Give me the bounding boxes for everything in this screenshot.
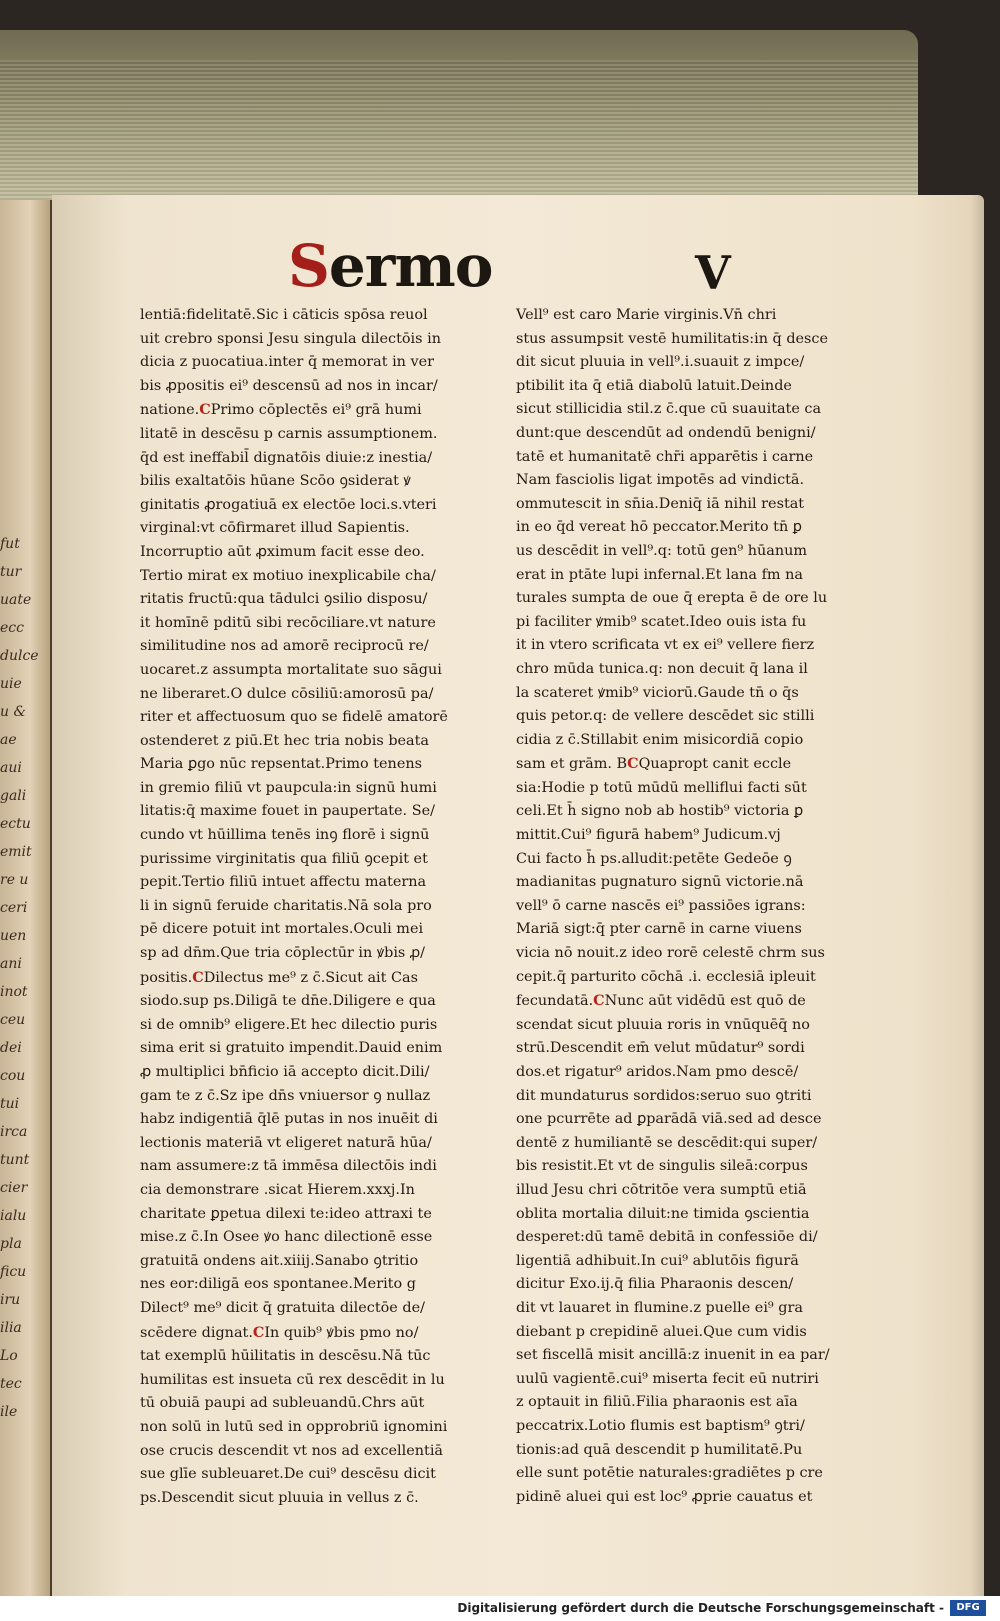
rubric-mark: C [627, 755, 639, 773]
text-line [140, 1463, 500, 1487]
left-page-snippet: dulce [0, 648, 39, 664]
line-text: similitudine nos ad amorē reciprocū re/ [140, 638, 429, 655]
text-line [516, 848, 880, 872]
text-line [140, 659, 500, 683]
left-page-snippet: inot [0, 984, 28, 1000]
line-text: elle sunt potētie naturales:gradiētes p cre [516, 1465, 823, 1482]
line-text: ꝓ multiplici bn̄ficio iā accepto dicit.Dili/ [140, 1064, 430, 1080]
line-text: Cui facto h̄ ps.alludit:petēte Gedeōe ꝯ [516, 850, 792, 867]
line-text: cepit.q̄ parturito cōchā .i. ecclesiā ipleuit [516, 968, 816, 985]
text-line [516, 1273, 880, 1297]
line-text: cia demonstrare .sicat Hierem.xxxj.In [140, 1181, 415, 1198]
line-text: si de omnib⁹ eligere.Et hec dilectio puris [140, 1016, 438, 1033]
line-text: bis ꝓpositis ei⁹ descensū ad nos in incar/ [140, 377, 438, 394]
text-line [140, 1273, 500, 1297]
text-line [140, 1037, 500, 1061]
text-line [516, 824, 880, 848]
text-line [516, 351, 880, 375]
line-text: uocaret.z assumpta mortalitate suo sāgui [140, 661, 442, 678]
line-text: uulū vagientē.cui⁹ miserta fecit eū nutriri [516, 1370, 819, 1387]
left-page-snippet: ani [0, 956, 22, 972]
text-line [516, 1226, 880, 1250]
left-page-snippet: dei [0, 1040, 22, 1056]
text-line [140, 612, 500, 636]
right-text-column [516, 304, 880, 1505]
text-line [516, 1108, 880, 1132]
text-line [516, 895, 880, 919]
line-text: z optauit in filiū.Filia pharaonis est aīa [516, 1394, 798, 1411]
line-text: sp ad dn̄m.Que tria cōplectūr in ꝟbis ꝓ/ [140, 945, 426, 962]
line-text: sue glīe subleuaret.De cui⁹ descēsu dicit [140, 1466, 436, 1483]
line-text-after: Nunc aūt vidēdū est quō de [604, 993, 806, 1010]
line-text: litatis:q̄ maxime fouet in paupertate. Se/ [140, 803, 435, 820]
line-text: sia:Hodie p totū mūdū melliflui facti sūt [516, 779, 807, 796]
left-page-snippet: fut [0, 536, 20, 552]
left-page-snippet: u & [0, 704, 26, 720]
line-text: desperet:dū tamē debitā in confessiōe di/ [516, 1229, 818, 1246]
text-line [516, 1250, 880, 1274]
left-page-fragment [0, 200, 53, 1596]
line-text: lentiā:fidelitatē.Sic i cāticis spōsa reuol [140, 307, 428, 323]
line-text: pepit.Tertio filiū intuet affectu materna [140, 874, 427, 891]
line-text: dentē z humiliantē se descēdit:qui super/ [516, 1134, 818, 1151]
line-text: pidinē aluei qui est loc⁹ ꝓprie cauatus et [516, 1488, 813, 1505]
text-line [516, 871, 880, 895]
line-text: charitate ꝑpetua dilexi te:ideo attraxi te [140, 1205, 432, 1222]
left-page-snippet: re u [0, 872, 29, 888]
line-text: ritatis fructū:qua tādulci ꝯsilio disposu/ [140, 591, 428, 608]
text-line [140, 1487, 500, 1511]
text-line [140, 895, 500, 919]
text-line [140, 1345, 500, 1369]
line-text: one pcurrēte ad ꝑparādā viā.sed ad desce [516, 1111, 822, 1128]
line-text: gratuitā ondens ait.xiiij.Sanabo ꝯtritio [140, 1252, 419, 1269]
line-text: vicia nō nouit.z ideo rorē celestē chrm sus [516, 945, 825, 962]
rubric-mark: C [593, 992, 605, 1010]
line-text: bilis exaltatōis hūane Scōo ꝯsiderat ꝟ [140, 473, 411, 490]
text-line [516, 304, 880, 328]
line-text: ne liberaret.O dulce cōsiliū:amorosū pa/ [140, 685, 434, 702]
text-line [516, 966, 880, 990]
line-text-after: In quib⁹ ꝟbis pmo no/ [264, 1324, 419, 1341]
text-line [516, 469, 880, 493]
left-page-snippet: emit [0, 844, 32, 860]
text-line [140, 990, 500, 1014]
text-line [516, 1155, 880, 1179]
text-line [140, 800, 500, 824]
left-text-column [140, 304, 500, 1506]
text-line [516, 1344, 880, 1368]
line-text: chro mūda tunica.q: non decuit q̄ lana il [516, 660, 808, 677]
line-text: madianitas pugnaturo signū victorie.nā [516, 874, 804, 891]
line-text: bis resistit.Et vt de singulis sileā:corpus [516, 1158, 808, 1175]
text-line [140, 1369, 500, 1393]
line-text-after: Primo cōplectēs ei⁹ grā humi [210, 402, 422, 419]
line-text: cidia z c̄.Stillabit enim misicordiā copio [516, 731, 804, 748]
left-page-snippet: tec [0, 1376, 22, 1392]
line-text: dit sicut pluuia in vell⁹.i.suauit z impce/ [516, 354, 805, 371]
line-text: ostenderet z piū.Et hec tria nobis beata [140, 732, 429, 749]
line-text: Mariā sigt:q̄ pter carnē in carne viuens [516, 921, 802, 938]
line-text: positis. [140, 969, 193, 986]
left-page-snippet: gali [0, 788, 27, 804]
digitization-footer [0, 1596, 1000, 1621]
line-text: Nam fasciolis ligat impotēs ad vindictā. [516, 472, 805, 489]
line-text: riter et affectuosum quo se fidelē amatorē [140, 709, 448, 726]
text-line [140, 918, 500, 942]
text-line [516, 1462, 880, 1486]
line-text: Vell⁹ est caro Marie virginis.Vn̄ chri [516, 307, 777, 323]
text-line [516, 1439, 880, 1463]
line-text: dunt:que descendūt ad ondendū benigni/ [516, 424, 816, 441]
text-line [516, 1014, 880, 1038]
line-text: nam assumere:z tā immēsa dilectōis indi [140, 1158, 437, 1175]
text-line [516, 587, 880, 611]
text-line [140, 1440, 500, 1464]
line-text-after: Quapropt canit eccle [638, 756, 792, 773]
text-line [516, 1132, 880, 1156]
text-line [140, 706, 500, 730]
rubric-mark: C [252, 1323, 265, 1341]
line-text: set fiscellā misit ancillā:z inuenit in ea par/ [516, 1347, 830, 1364]
line-text: fecundatā. [516, 993, 594, 1010]
text-line [140, 1132, 500, 1156]
left-page-snippet: tur [0, 564, 22, 580]
left-page-snippet: uate [0, 592, 32, 608]
left-page-snippet: aui [0, 760, 22, 776]
text-line [516, 989, 880, 1014]
line-text: diebant p crepidinē aluei.Que cum vidis [516, 1323, 807, 1340]
text-line [140, 966, 500, 991]
text-line [516, 1061, 880, 1085]
line-text: uit crebro sponsi Jesu singula dilectōis in [140, 330, 441, 347]
line-text: celi.Et h̄ signo nob ab hostib⁹ victoria ꝑ [516, 803, 804, 820]
line-text: Maria ꝑgo nūc repsentat.Primo tenens [140, 756, 422, 773]
left-page-snippet: iru [0, 1292, 21, 1308]
line-text: gam te z c̄.Sz ipe dn̄s vniuersor ꝯ nullaz [140, 1087, 431, 1104]
left-page-text [0, 530, 44, 1426]
left-page-snippet: pla [0, 1236, 22, 1252]
text-line [140, 447, 500, 471]
text-line [140, 470, 500, 494]
text-line [516, 516, 880, 540]
line-text: tū obuiā paupi ad subleuandū.Chrs aūt [140, 1395, 425, 1412]
text-line [140, 1416, 500, 1440]
dfg-logo: DFG [950, 1600, 986, 1616]
text-line [516, 752, 880, 777]
rubric-mark: C [199, 401, 211, 419]
line-text: in eo q̄d vereat hō peccator.Merito tn̄ ꝑ [516, 519, 802, 536]
left-page-snippet: ceri [0, 900, 28, 916]
line-text: ps.Descendit sicut pluuia in vellus z c̄. [140, 1489, 419, 1506]
text-line [516, 540, 880, 564]
text-line [140, 730, 500, 754]
rubric-mark: C [192, 968, 204, 986]
text-line [516, 375, 880, 399]
text-line [140, 777, 500, 801]
left-page-snippet: cou [0, 1068, 26, 1084]
text-line [140, 1203, 500, 1227]
line-text: in gremio filiū vt paupcula:in signū humi [140, 779, 437, 796]
left-page-snippet: ecc [0, 620, 24, 636]
folio-number: V [695, 246, 731, 300]
left-page-snippet: uie [0, 676, 22, 692]
line-text: stus assumpsit vestē humilitatis:in q̄ desce [516, 330, 829, 347]
text-line [516, 777, 880, 801]
text-line [140, 588, 500, 612]
line-text: Tertio mirat ex motiuo inexplicabile cha/ [140, 567, 436, 584]
text-line [516, 1368, 880, 1392]
text-line [516, 398, 880, 422]
text-line [140, 824, 500, 848]
text-line [140, 351, 500, 375]
text-line [140, 494, 500, 518]
text-line [140, 398, 500, 423]
line-text: strū.Descendit em̄ velut mūdatur⁹ sordi [516, 1040, 805, 1057]
text-line [516, 918, 880, 942]
text-line [140, 871, 500, 895]
text-line [516, 729, 880, 753]
line-text: tatē et humanitatē chr̄i apparētis i carne [516, 448, 814, 465]
text-line [140, 517, 500, 541]
left-page-snippet: ae [0, 732, 17, 748]
text-line [140, 1155, 500, 1179]
text-line [140, 1250, 500, 1274]
line-text: vell⁹ ō carne nascēs ei⁹ passiōes igrans: [516, 897, 806, 914]
line-text: Dilect⁹ me⁹ dicit q̄ gratuita dilectōe de/ [140, 1299, 425, 1316]
text-line [140, 423, 500, 447]
line-text: q̄d est ineffabil̄ dignatōis diuie:z inestia/ [140, 449, 433, 466]
left-page-snippet: ectu [0, 816, 31, 832]
line-text: cundo vt hūillima tenēs inꝯ florē i signū [140, 827, 430, 844]
line-text: pē dicere potuit int mortales.Oculi mei [140, 921, 424, 938]
text-line [516, 1203, 880, 1227]
left-page-snippet: tunt [0, 1152, 30, 1168]
line-text: it homīnē pditū sibi recōciliare.vt nature [140, 614, 436, 631]
left-page-snippet: ilia [0, 1320, 22, 1336]
line-text: ose crucis descendit vt nos ad excellentiā [140, 1442, 444, 1459]
text-line [516, 1297, 880, 1321]
text-line [516, 800, 880, 824]
text-line [516, 422, 880, 446]
line-text: sima erit si gratuito impendit.Dauid enim [140, 1040, 443, 1057]
text-line [516, 942, 880, 966]
line-text: scēdere dignat. [140, 1324, 253, 1341]
text-line [140, 1061, 500, 1085]
left-page-snippet: ceu [0, 1012, 26, 1028]
line-text: ommutescit in sn̄ia.Deniq̄ iā nihil restat [516, 495, 805, 512]
text-line [140, 375, 500, 399]
text-line [516, 611, 880, 635]
line-text: mise.z c̄.In Osee ꝟo hanc dilectionē esse [140, 1229, 433, 1246]
text-line [140, 1085, 500, 1109]
line-text: pi faciliter ꝟmib⁹ scatet.Ideo ouis ista fu [516, 613, 807, 630]
line-text: purissime virginitatis qua filiū ꝯcepit et [140, 850, 428, 867]
text-line [140, 1108, 500, 1132]
text-line [516, 1321, 880, 1345]
text-line [140, 1321, 500, 1346]
line-text: dit vt lauaret in flumine.z puelle ei⁹ gra [516, 1299, 803, 1316]
text-line [140, 328, 500, 352]
line-text: Incorruptio aūt ꝓximum facit esse deo. [140, 543, 425, 560]
line-text: dit mundaturus sordidos:seruo suo ꝯtriti [516, 1087, 812, 1104]
left-page-snippet: Lo [0, 1348, 18, 1364]
line-text: quis petor.q: de vellere descēdet sic stilli [516, 708, 815, 725]
line-text: la scateret ꝟmib⁹ viciorū.Gaude tn̄ o q̄s [516, 684, 799, 701]
text-line [516, 564, 880, 588]
running-head-rest: ermo [328, 232, 493, 300]
text-line [140, 541, 500, 565]
text-line [140, 565, 500, 589]
line-text: dicia z puocatiua.inter q̄ memorat in ver [140, 354, 435, 371]
text-line [140, 1392, 500, 1416]
text-line [140, 683, 500, 707]
line-text: lectionis materiā vt eligeret naturā hūa/ [140, 1134, 432, 1151]
left-page-snippet: ile [0, 1404, 18, 1420]
text-line [516, 682, 880, 706]
line-text: sam et grām. B [516, 756, 628, 773]
line-text: ptibilit ita q̄ etiā diabolū latuit.Deinde [516, 377, 792, 394]
line-text-after: Dilectus me⁹ z c̄.Sicut ait Cas [203, 969, 418, 986]
text-line [140, 1179, 500, 1203]
line-text: tat exemplū hūilitatis in descēsu.Nā tūc [140, 1348, 431, 1365]
left-page-snippet: cier [0, 1180, 28, 1196]
line-text: litatē in descēsu p carnis assumptionem. [140, 425, 438, 442]
text-line [516, 634, 880, 658]
text-line [516, 1179, 880, 1203]
text-line [140, 753, 500, 777]
line-text: humilitas est insueta cū rex descēdit in lu [140, 1371, 445, 1388]
left-page-snippet: irca [0, 1124, 28, 1140]
text-line [516, 658, 880, 682]
line-text: erat in ptāte lupi infernal.Et lana fm na [516, 566, 803, 583]
line-text: ginitatis ꝓrogatiuā ex electōe loci.s.vteri [140, 496, 437, 513]
line-text: mittit.Cui⁹ figurā habem⁹ Judicum.vj [516, 827, 781, 844]
left-page-snippet: ialu [0, 1208, 27, 1224]
text-line [140, 1297, 500, 1321]
running-head-initial: S [288, 232, 329, 300]
text-line [516, 1037, 880, 1061]
left-page-snippet: tui [0, 1096, 20, 1112]
running-head [288, 232, 492, 300]
text-line [140, 942, 500, 966]
text-line [516, 446, 880, 470]
line-text: scendat sicut pluuia roris in vnūquēq̄ no [516, 1016, 810, 1033]
line-text: dicitur Exo.ij.q̄ filia Pharaonis descen/ [516, 1276, 794, 1293]
line-text: it in vtero scrificata vt ex ei⁹ vellere fierz [516, 637, 815, 654]
text-line [140, 848, 500, 872]
line-text: illud Jesu chri cōtritōe vera sumptū etiā [516, 1181, 807, 1198]
text-line [516, 705, 880, 729]
text-line [516, 1415, 880, 1439]
text-line [516, 493, 880, 517]
line-text: tionis:ad quā descendit p humilitatē.Pu [516, 1441, 803, 1458]
line-text: non solū in lutū sed in opprobriū ignomini [140, 1418, 448, 1435]
line-text: peccatrix.Lotio flumis est baptism⁹ ꝯtri/ [516, 1417, 805, 1434]
text-line [516, 1391, 880, 1415]
line-text: virginal:vt cōfirmaret illud Sapientis. [140, 520, 410, 537]
line-text: sicut stillicidia stil.z c̄.que cū suauitate ca [516, 401, 822, 418]
left-page-snippet: ficu [0, 1264, 27, 1280]
page-edges [0, 60, 918, 210]
text-line [516, 1085, 880, 1109]
text-line [140, 304, 500, 328]
left-page-snippet: uen [0, 928, 27, 944]
text-line [516, 1486, 880, 1510]
line-text: siodo.sup ps.Diligā te dn̄e.Diligere e qua [140, 993, 436, 1010]
text-line [140, 635, 500, 659]
text-line [140, 1226, 500, 1250]
line-text: ligentiā adhibuit.In cui⁹ ablutōis figurā [516, 1252, 799, 1269]
text-line [140, 1014, 500, 1038]
line-text: habz indigentiā q̄lē putas in nos inuēit di [140, 1111, 438, 1128]
line-text: li in signū feruide charitatis.Nā sola pro [140, 897, 432, 914]
line-text: us descēdit in vell⁹.q: totū gen⁹ hūanum [516, 542, 808, 559]
line-text: turales sumpta de oue q̄ erepta ē de ore lu [516, 590, 828, 607]
text-line [516, 328, 880, 352]
digitization-credit: Digitalisierung gefördert durch die Deutsche Forschungsgemeinschaft - [457, 1601, 944, 1615]
line-text: natione. [140, 402, 200, 419]
line-text: oblita mortalia diluit:ne timida ꝯscientia [516, 1205, 810, 1222]
line-text: dos.et rigatur⁹ aridos.Nam pmo descē/ [516, 1064, 799, 1080]
line-text: nes eor:diligā eos spontanee.Merito g [140, 1276, 416, 1293]
